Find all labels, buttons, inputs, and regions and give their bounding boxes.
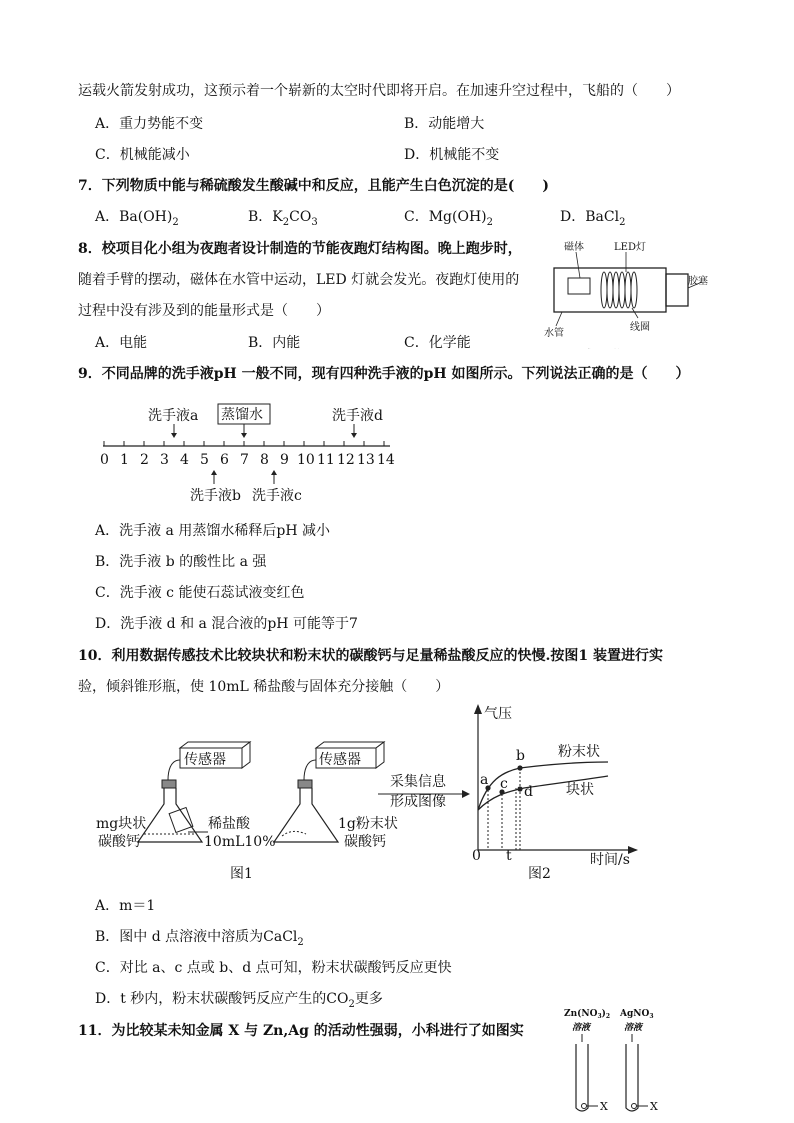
fig1-caption: 图1 (230, 866, 253, 882)
test-tubes-figure (560, 1004, 690, 1120)
q6-option-d: D．机械能不变 (404, 147, 500, 163)
coil-label: 线圈 (630, 322, 650, 333)
arrow-label-2: 形成图像 (390, 794, 446, 810)
ph-tick-label: 4 (180, 452, 189, 468)
q11-stem: 11．为比较某未知金属 X 与 Zn,Ag 的活动性强弱，小科进行了如图实 (78, 1023, 524, 1039)
legend-powder: 粉末状 (558, 744, 600, 760)
point-b (517, 765, 522, 770)
ph-tick-label: 11 (317, 452, 335, 468)
label-water: 蒸馏水 (221, 407, 263, 423)
label-c: c (500, 776, 508, 792)
fig2-caption: 图2 (528, 866, 551, 882)
y-axis-label: 气压 (484, 706, 512, 722)
q8-option-c: C．化学能 (404, 335, 471, 351)
ph-tick-label: 10 (297, 452, 315, 468)
q9-option-c: C．洗手液 c 能使石蕊试液变红色 (95, 585, 305, 601)
origin-label: 0 (472, 848, 481, 864)
point-d (517, 786, 522, 791)
label-b: b (516, 748, 525, 764)
acid-label-2: 10mL10% (204, 834, 276, 850)
q10-line-2: 验，倾斜锥形瓶，使 10mL 稀盐酸与固体充分接触（ ） (78, 679, 450, 695)
q9-option-a: A．洗手液 a 用蒸馏水稀释后pH 减小 (95, 523, 330, 539)
legend-block: 块状 (566, 782, 594, 798)
q9-stem: 9．不同品牌的洗手液pH 一般不同，现有四种洗手液的pH 如图所示。下列说法正确的是（ ） (78, 366, 690, 382)
q10-option-b: B．图中 d 点溶液中溶质为CaCl$_2$ (95, 929, 304, 948)
q9-option-b: B．洗手液 b 的酸性比 a 强 (95, 554, 267, 570)
zn-no3-label: $Zn(NO_3)_2$ (564, 1009, 611, 1020)
q6-option-b: B．动能增大 (404, 116, 485, 132)
q10-option-a: A．m＝1 (95, 898, 156, 914)
q7-option-a: A．$Ba(OH)_2$ (95, 209, 179, 228)
left-flask-label-1: mg块状 (96, 816, 147, 832)
sensor-right-label: 传感器 (319, 752, 361, 768)
q6-option-c: C．机械能减小 (95, 147, 190, 163)
q10-option-c: C．对比 a、c 点或 b、d 点可知，粉末状碳酸钙反应更快 (95, 960, 452, 976)
ph-tick-label: 12 (337, 452, 355, 468)
right-flask-label-2: 碳酸钙 (344, 834, 386, 850)
agno3-label: AgNO$_3$ (620, 1009, 654, 1020)
zn-solution-label: 溶液 (572, 1023, 591, 1033)
sensor-left-label: 传感器 (184, 752, 226, 768)
metal-x-right: X (650, 1100, 658, 1113)
q7-stem: 7．下列物质中能与稀硫酸发生酸碱中和反应，且能产生白色沉淀的是( ) (78, 178, 549, 194)
q10-line-1: 10．利用数据传感技术比较块状和粉末状的碳酸钙与足量稀盐酸反应的快慢.按图1 装置进行实 (78, 648, 663, 664)
acid-label-1: 稀盐酸 (208, 816, 250, 832)
q7-option-d: D．BaCl$_2$ (560, 209, 626, 228)
t-label: t (506, 848, 512, 864)
magnet-label: 磁体 (564, 242, 584, 253)
q6-option-a: A．重力势能不变 (95, 116, 204, 132)
led-label: LED灯 (614, 242, 646, 253)
ph-tick-label: 14 (377, 452, 395, 468)
ph-scale-figure (90, 400, 410, 510)
left-flask-label-2: 碳酸钙 (98, 834, 140, 850)
ph-tick-label: 7 (240, 452, 249, 468)
ph-tick-label: 0 (100, 452, 109, 468)
night-light-figure (540, 236, 720, 348)
q8-line-1: 8．校项目化小组为夜跑者设计制造的节能夜跑灯结构图。晚上跑步时， (78, 241, 522, 257)
label-handwash-b: 洗手液b (190, 488, 241, 504)
pipe-label: 水管 (544, 328, 564, 339)
ph-tick-label: 5 (200, 452, 209, 468)
x-axis-label: 时间/s (590, 852, 630, 868)
label-handwash-c: 洗手液c (252, 488, 302, 504)
co2-experiment-figure (92, 700, 652, 890)
label-handwash-a: 洗手液a (148, 408, 199, 424)
label-a: a (480, 772, 489, 788)
ph-tick-label: 13 (357, 452, 375, 468)
right-flask-label-1: 1g粉末状 (338, 816, 398, 832)
q9-option-d: D．洗手液 d 和 a 混合液的pH 可能等于7 (95, 616, 358, 632)
q8-option-a: A．电能 (95, 335, 148, 351)
q8-line-3: 过程中没有涉及到的能量形式是（ ） (78, 303, 330, 319)
ag-solution-label: 溶液 (624, 1023, 643, 1033)
label-handwash-d: 洗手液d (332, 408, 383, 424)
ph-tick-label: 3 (160, 452, 169, 468)
ph-tick-label: 9 (280, 452, 289, 468)
q6-stem: 运载火箭发射成功，这预示着一个崭新的太空时代即将开启。在加速升空过程中，飞船的（ ） (78, 83, 680, 99)
ph-tick-label: 2 (140, 452, 149, 468)
q7-option-c: C．$Mg(OH)_2$ (404, 209, 493, 228)
ph-tick-label: 8 (260, 452, 269, 468)
ph-tick-label: 6 (220, 452, 229, 468)
q10-option-d: D．t 秒内，粉末状碳酸钙反应产生的$CO_2$更多 (95, 991, 383, 1010)
q7-option-b: B．$K_2CO_3$ (248, 209, 318, 228)
metal-x-left: X (600, 1100, 608, 1113)
label-d: d (524, 784, 533, 800)
plug-label: 胶塞 (688, 276, 708, 287)
arrow-label-1: 采集信息 (390, 774, 446, 790)
ph-tick-label: 1 (120, 452, 129, 468)
q8-option-b: B．内能 (248, 335, 301, 351)
q8-line-2: 随着手臂的摆动，磁体在水管中运动，LED 灯就会发光。夜跑灯使用的 (78, 272, 520, 288)
